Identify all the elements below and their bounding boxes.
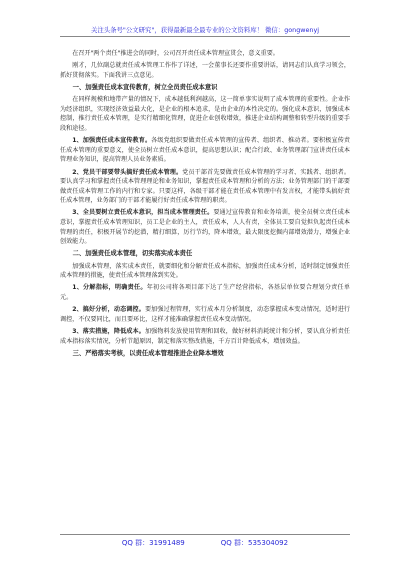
body-paragraph bbox=[60, 327, 350, 346]
body-paragraph bbox=[60, 262, 350, 281]
paragraph-text: 各级党组织要做责任成本管理的宣传者、组织者、推动者。要积极宣传责任成本管理的重要意义，使全员树立责任成本意识，提高思想认识；配合行政、业务管理部门宣讲责任成本管理业务知识，提高管理人员业务素质。 bbox=[60, 137, 351, 164]
paragraph-text: 加强成本管理，落实成本责任，就要细化和分解责任成本指标，加强责任成本分析，适时制定加强责任成本管理的措施，使责任成本管理落到实处。 bbox=[60, 262, 350, 280]
paragraph-lead: 3、落实措施，降低成本。 bbox=[72, 327, 145, 335]
paragraph-text: 三、严格落实考核，以责任成本管理推进企业降本增效 bbox=[72, 349, 224, 357]
header-banner: 关注头条号"公文研究"，获得最新最全最专业的公文资料库！ 微信：gongwenyj bbox=[90, 26, 320, 34]
body-paragraph bbox=[60, 305, 350, 324]
paragraph-lead: 1、加强责任成本宣传教育。 bbox=[72, 137, 152, 145]
body-paragraph bbox=[60, 283, 350, 302]
body-paragraph bbox=[60, 168, 350, 206]
footer bbox=[60, 538, 350, 548]
paragraph-lead: 2、党员干部要带头搞好责任成本管理。 bbox=[72, 168, 183, 176]
document-body bbox=[60, 49, 350, 361]
body-paragraph bbox=[60, 136, 350, 165]
paragraph-lead: 2、搞好分析，动态调控。 bbox=[72, 306, 145, 314]
paragraph-text: 要通过宣传教育和业务培训，使全员树立责任成本意识，掌握责任成本管理知识，员工是企业的主人，责任成本，人人有责，全体员工要自觉担负起责任成本管理的责任，积极开展节约挖潜，精打细算，厉行节约，降本增效，最大限度挖掘内部增效潜力，增强企业创效能力。 bbox=[60, 209, 351, 246]
paragraph-text: 一、加强责任成本宣传教育，树立全员责任成本意识 bbox=[72, 83, 218, 91]
section-heading bbox=[60, 83, 350, 93]
header-divider bbox=[60, 36, 350, 37]
paragraph-text: 党员干部首先要做责任成本管理的学习者、实践者、组织者。要认真学习和掌握责任成本管理理论和业务知识，掌握责任成本管理和分析的方法；业务管理部门的干部要做责任成本管理工作的内行和专家。只要这样，各级干部才能在责任成本管理中有发言权，才能带头搞好责任成本管理，业务部门的干部才能履行好责任成本管理的职责。 bbox=[60, 168, 350, 205]
paragraph-lead: 3、全员要树立责任成本意识，担当成本管理责任。 bbox=[72, 209, 214, 217]
section-heading bbox=[60, 249, 350, 259]
body-paragraph bbox=[60, 95, 350, 133]
paragraph-text: 二、加强责任成本管理，切实落实成本责任 bbox=[72, 250, 193, 258]
paragraph-text: 年初公司将各项目部下达了生产经营指标，各基层单位要合理划分责任单元。 bbox=[60, 284, 351, 301]
paragraph-text: 在召开"两个责任"推进会的同时，公司召开责任成本管理宣贯会，意义重要。 bbox=[72, 50, 279, 57]
paragraph-lead: 1、分解指标，明确责任。 bbox=[72, 284, 147, 292]
paragraph-text: 加强物料发放使用管理和回收，做好材料消耗统计和分析，要认真分析责任成本指标落实情况，分析节超原因，制定和落实整改措施，千方百计降低成本，增加效益。 bbox=[60, 327, 351, 345]
paragraph-text: 在同样规模和地带产量的情况下，成本越低利润越高，这一简单事实说明了成本管理的重要性。企业作为经济组织，实现经济效益最大化，是企业的根本追求，是由企业的本性决定的。强化成本意识，加强成本控制，推行责任成本管理，是实行精细化管理，促进企业创收增效，推进企业结构调整和转型升级的重要手段和途径。 bbox=[60, 96, 350, 132]
footer-qq-group-1: QQ 群：31991489 bbox=[121, 539, 185, 547]
paragraph-text: 要加强过程管理，实行成本月分析制度，动态掌握成本变动情况，适时进行调控，不仅要同比，而且要环比，这样才能准确掌握责任成本变动情况。 bbox=[60, 306, 351, 323]
footer-qq-group-2: QQ 群：535304092 bbox=[220, 539, 289, 547]
footer-divider bbox=[60, 534, 350, 535]
paragraph-text: 刚才，几位副总就责任成本管理工作作了详述，一会董事长还要作重要讲话，请同志们认真学习领会，抓好贯彻落实。下面我讲三点意见。 bbox=[60, 62, 350, 79]
body-paragraph bbox=[60, 49, 350, 59]
section-heading bbox=[60, 349, 350, 359]
body-paragraph bbox=[60, 61, 350, 80]
body-paragraph bbox=[60, 208, 350, 246]
